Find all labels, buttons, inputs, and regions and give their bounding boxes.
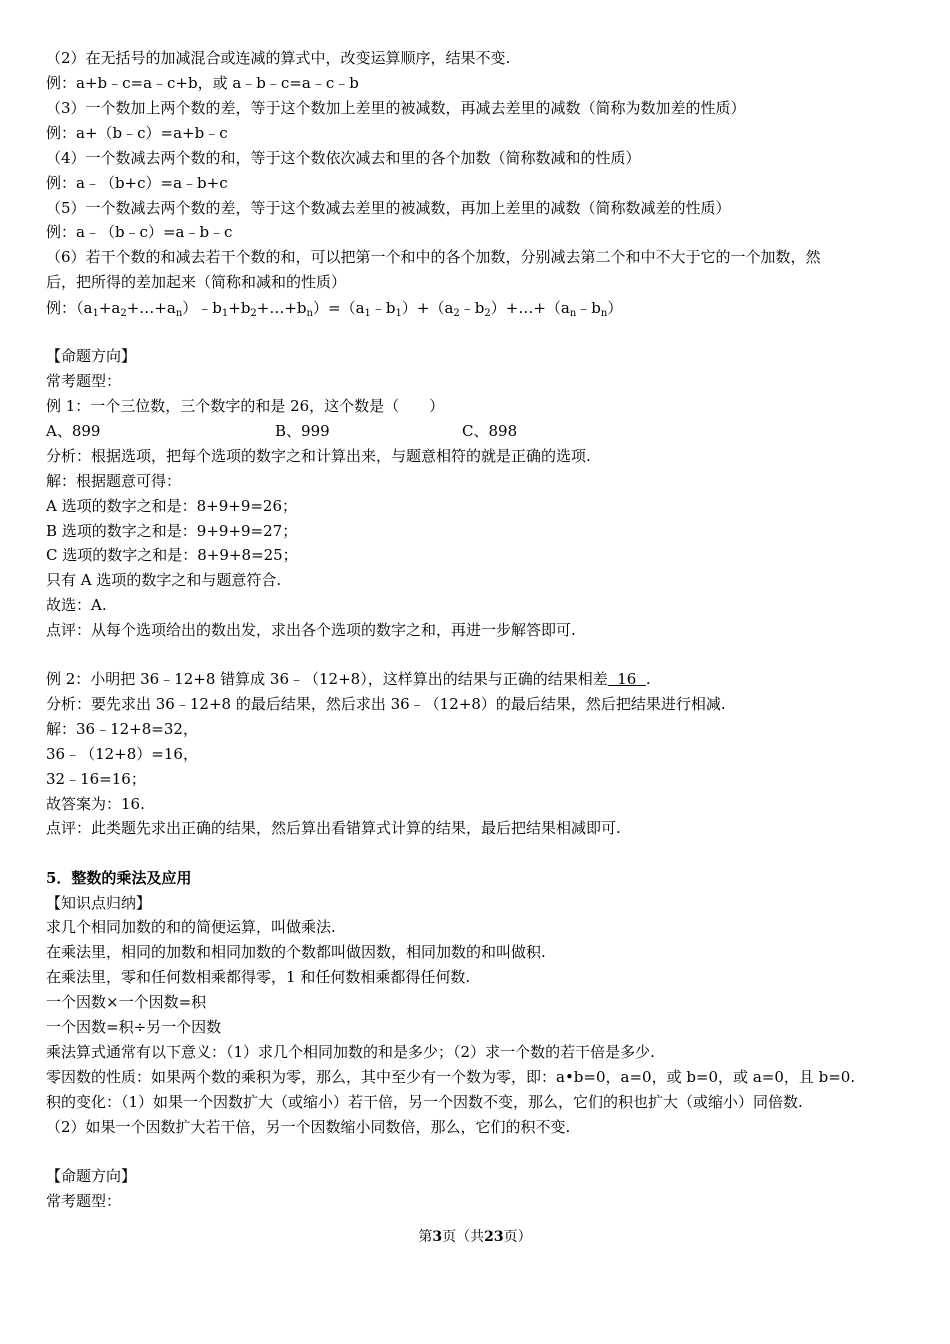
page-number: 3 [432, 1229, 443, 1245]
text-line: 36﹣（12+8）=16， [46, 745, 198, 763]
text-line: 一个因数=积÷另一个因数 [46, 1018, 222, 1036]
text-line: 点评：此类题先求出正确的结果，然后算出看错算式计算的结果，最后把结果相减即可. [46, 819, 621, 837]
text-line: 例：a+b﹣c=a﹣c+b，或 a﹣b﹣c=a﹣c﹣b [46, 74, 359, 92]
text-line: 常考题型： [46, 372, 122, 390]
text-line: 一个因数×一个因数=积 [46, 993, 207, 1011]
page-total: 23 [484, 1229, 504, 1245]
text-line: （4）一个数减去两个数的和，等于这个数依次减去和里的各个加数（简称数减和的性质） [46, 149, 641, 167]
text-line: （6）若干个数的和减去若干个数的和，可以把第一个和中的各个加数，分别减去第二个和中不大于它的一个加数，然 [46, 248, 821, 266]
text-line: 例：a﹣（b﹣c）=a﹣b﹣c [46, 223, 233, 241]
text-line: （3）一个数加上两个数的差，等于这个数加上差里的被减数，再减去差里的减数（简称为数加差的性质） [46, 99, 746, 117]
text-line: （2）如果一个因数扩大若干倍，另一个因数缩小同数倍，那么，它们的积不变. [46, 1118, 571, 1136]
text-line: 分析：根据选项，把每个选项的数字之和计算出来，与题意相符的就是正确的选项. [46, 447, 591, 465]
text-line: 例：a﹣（b+c）=a﹣b+c [46, 174, 228, 192]
text-line: 后，把所得的差加起来（简称和减和的性质） [46, 273, 347, 291]
answer-blank: 16 [617, 670, 637, 688]
text-line: 解：36﹣12+8=32， [46, 720, 198, 738]
text-line: 解：根据题意可得： [46, 472, 182, 490]
text-line: 32﹣16=16； [46, 770, 146, 788]
section-heading: 【命题方向】 [46, 1167, 137, 1185]
text-line: 只有 A 选项的数字之和与题意符合. [46, 571, 282, 589]
text-line: 故答案为：16. [46, 795, 145, 813]
text-line: 乘法算式通常有以下意义：（1）求几个相同加数的和是多少；（2）求一个数的若干倍是多少. [46, 1043, 655, 1061]
text-line: C 选项的数字之和是：8+9+8=25； [46, 546, 298, 564]
text-line: 在乘法里，相同的加数和相同加数的个数都叫做因数，相同加数的和叫做积. [46, 943, 546, 961]
text-line: 积的变化：（1）如果一个因数扩大（或缩小）若干倍，另一个因数不变，那么，它们的积也扩大（或缩小）同倍数. [46, 1093, 803, 1111]
question-text: 例 2：小明把 36﹣12+8 错算成 36﹣（12+8），这样算出的结果与正确的结果相差 [46, 670, 608, 688]
text-line: 例：a+（b﹣c）=a+b﹣c [46, 124, 228, 142]
options-row [46, 421, 910, 441]
option-b: B、999 [275, 422, 330, 440]
text-line: 零因数的性质：如果两个数的乘积为零，那么，其中至少有一个数为零，即：a•b=0，a=0，或 b=0，或 a=0，且 b=0. [46, 1068, 856, 1086]
option-c: C、898 [462, 422, 518, 440]
text-line: 常考题型： [46, 1192, 122, 1210]
section-title: 5．整数的乘法及应用 [46, 869, 192, 887]
text-line: 在乘法里，零和任何数相乘都得零，1 和任何数相乘都得任何数. [46, 968, 471, 986]
text-line: 求几个相同加数的和的简便运算，叫做乘法. [46, 918, 336, 936]
text-line: 故选：A. [46, 596, 107, 614]
formula-line: 例：$(a_1+a_2+\dots+a_n)﹣b_1+b_2+\dots+b_n)=(a_1﹣b_1)+(a_2﹣b_2)+\dots+(a_n﹣b_n)$ [46, 299, 623, 319]
text-line: （2）在无括号的加减混合或连减的算式中，改变运算顺序，结果不变. [46, 49, 511, 67]
text-line: A 选项的数字之和是：8+9+9=26； [46, 497, 298, 515]
question-line: 例 2：小明把 36﹣12+8 错算成 36﹣（12+8），这样算出的结果与正确的结果相差 16 . [46, 670, 651, 688]
option-a: A、899 [46, 422, 101, 440]
text-line: B 选项的数字之和是：9+9+9=27； [46, 522, 298, 540]
text-line: （5）一个数减去两个数的差，等于这个数减去差里的被减数，再加上差里的减数（简称数减差的性质） [46, 199, 731, 217]
text-line: 点评：从每个选项给出的数出发，求出各个选项的数字之和，再进一步解答即可. [46, 621, 576, 639]
section-heading: 【命题方向】 [46, 347, 137, 365]
page-footer: 第3页（共23页） [418, 1229, 532, 1245]
text-line: 分析：要先求出 36﹣12+8 的最后结果，然后求出 36﹣（12+8）的最后结果，然后把结果进行相减. [46, 695, 726, 713]
question-line: 例 1：一个三位数，三个数字的和是 26，这个数是（ ） [46, 397, 445, 415]
section-heading: 【知识点归纳】 [46, 894, 152, 912]
